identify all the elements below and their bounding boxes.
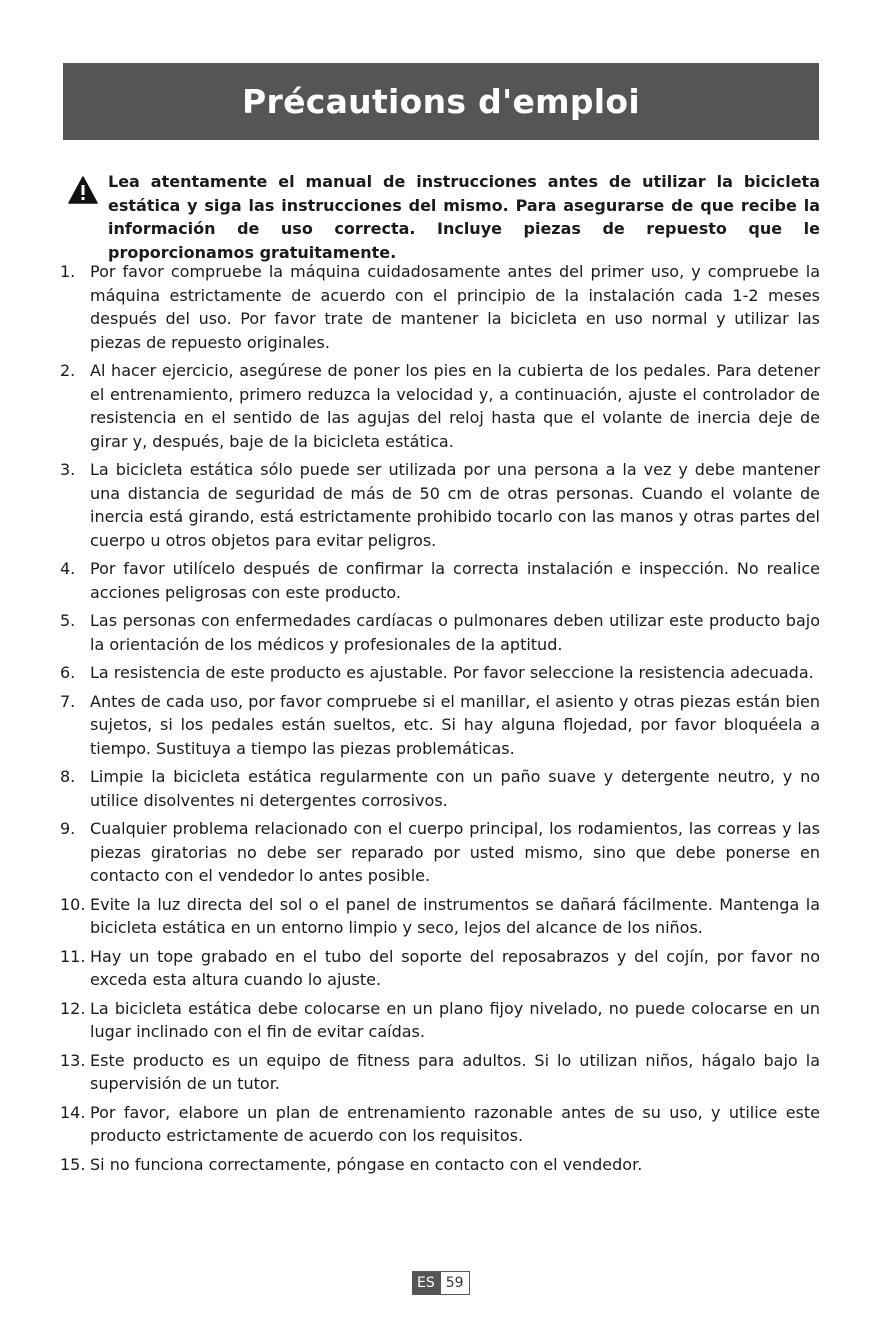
precaution-text: Hay un tope grabado en el tubo del soporte del reposabrazos y del cojín, por favor no exceda esta altura cuando lo ajuste. — [90, 946, 820, 989]
precaution-item — [60, 690, 820, 761]
language-badge: ES — [412, 1271, 440, 1295]
page-footer — [412, 1271, 470, 1295]
warning-text: Lea atentamente el manual de instrucciones antes de utilizar la bicicleta estática y siga las instrucciones del mismo. Para asegurarse de que recibe la información de uso correcta. Incluye piezas de repuesto que le proporcionamos gratuitamente. — [108, 172, 820, 262]
precaution-item — [60, 1101, 820, 1148]
precaution-item — [60, 609, 820, 656]
precaution-text: Al hacer ejercicio, asegúrese de poner los pies en la cubierta de los pedales. Para detener el entrenamiento, primero reduzca la velocidad y, a continuación, ajuste el controlador de resistencia en el sentido de las agujas del reloj hasta que el volante de inercia deje de girar y, después, baje de la bicicleta estática. — [90, 361, 820, 451]
precaution-item — [60, 765, 820, 812]
page-title: Précautions d'emploi — [242, 82, 640, 121]
precaution-text: Evite la luz directa del sol o el panel de instrumentos se dañará fácilmente. Mantenga la bicicleta estática en un entorno limpio y seco, lejos del alcance de los niños. — [90, 894, 820, 937]
precaution-text: Por favor compruebe la máquina cuidadosamente antes del primer uso, y compruebe la máquina estrictamente de acuerdo con el principio de la instalación cada 1-2 meses después del uso. Por favor trate de mantener la bicicleta en uso normal y utilizar las piezas de repuesto originales. — [90, 262, 820, 352]
precaution-number: 13. — [60, 1050, 86, 1070]
precaution-number: 8. — [60, 767, 76, 786]
precaution-text: La bicicleta estática sólo puede ser utilizada por una persona a la vez y debe mantener una distancia de seguridad de más de 50 cm de otras personas. Cuando el volante de inercia está girando, está estrictamente prohibido tocarlo con las manos y otras partes del cuerpo u otros objetos para evitar peligros. — [90, 460, 820, 550]
precaution-number: 9. — [60, 819, 76, 838]
precaution-text: La resistencia de este producto es ajustable. Por favor seleccione la resistencia adecuada. — [90, 663, 814, 682]
precaution-text: Por favor, elabore un plan de entrenamiento razonable antes de su uso, y utilice este producto estrictamente de acuerdo con los requisitos. — [90, 1102, 820, 1145]
precaution-number: 11. — [60, 946, 86, 966]
precaution-number: 2. — [60, 361, 76, 380]
precaution-text: Limpie la bicicleta estática regularmente con un paño suave y detergente neutro, y no utilice disolventes ni detergentes corrosivos. — [90, 767, 820, 810]
precaution-item — [60, 893, 820, 940]
precaution-number: 3. — [60, 460, 76, 479]
precaution-item — [60, 945, 820, 992]
precaution-number: 5. — [60, 611, 76, 630]
precaution-item — [60, 260, 820, 354]
precaution-item — [60, 661, 820, 685]
precaution-text: Antes de cada uso, por favor compruebe si el manillar, el asiento y otras piezas están bien sujetos, si los pedales están sueltos, etc. Si hay alguna flojedad, por favor bloquéela a tiempo. Sustituya a tiempo las piezas problemáticas. — [90, 691, 820, 758]
warning-triangle-icon — [68, 170, 108, 264]
precaution-text: Las personas con enfermedades cardíacas o pulmonares deben utilizar este producto bajo la orientación de los médicos y profesionales de la aptitud. — [90, 611, 820, 654]
precaution-item — [60, 997, 820, 1044]
precaution-item — [60, 359, 820, 453]
precaution-item — [60, 1153, 820, 1177]
page-number: 59 — [440, 1271, 470, 1295]
precaution-item — [60, 1049, 820, 1096]
page-title-banner — [63, 63, 819, 140]
precaution-list — [60, 260, 820, 1181]
precaution-text: Si no funciona correctamente, póngase en contacto con el vendedor. — [90, 1154, 643, 1174]
precaution-number: 12. — [60, 998, 86, 1018]
precaution-number: 1. — [60, 262, 76, 281]
precaution-text: La bicicleta estática debe colocarse en un plano fijoy nivelado, no puede colocarse en un lugar inclinado con el fin de evitar caídas. — [90, 998, 820, 1041]
precaution-number: 15. — [60, 1154, 86, 1174]
warning-notice — [68, 170, 820, 264]
precaution-text: Cualquier problema relacionado con el cuerpo principal, los rodamientos, las correas y las piezas giratorias no debe ser reparado por usted mismo, sino que debe ponerse en contacto con el vendedor lo antes posible. — [90, 819, 820, 885]
precaution-number: 7. — [60, 691, 76, 711]
precaution-number: 4. — [60, 559, 76, 578]
precaution-number: 6. — [60, 663, 76, 682]
precaution-text: Este producto es un equipo de fitness para adultos. Si lo utilizan niños, hágalo bajo la supervisión de un tutor. — [90, 1050, 820, 1093]
precaution-item — [60, 817, 820, 888]
precaution-item — [60, 557, 820, 604]
precaution-item — [60, 458, 820, 552]
precaution-number: 14. — [60, 1102, 86, 1122]
precaution-text: Por favor utilícelo después de confirmar la correcta instalación e inspección. No realice acciones peligrosas con este producto. — [90, 559, 820, 602]
precaution-number: 10. — [60, 894, 86, 914]
